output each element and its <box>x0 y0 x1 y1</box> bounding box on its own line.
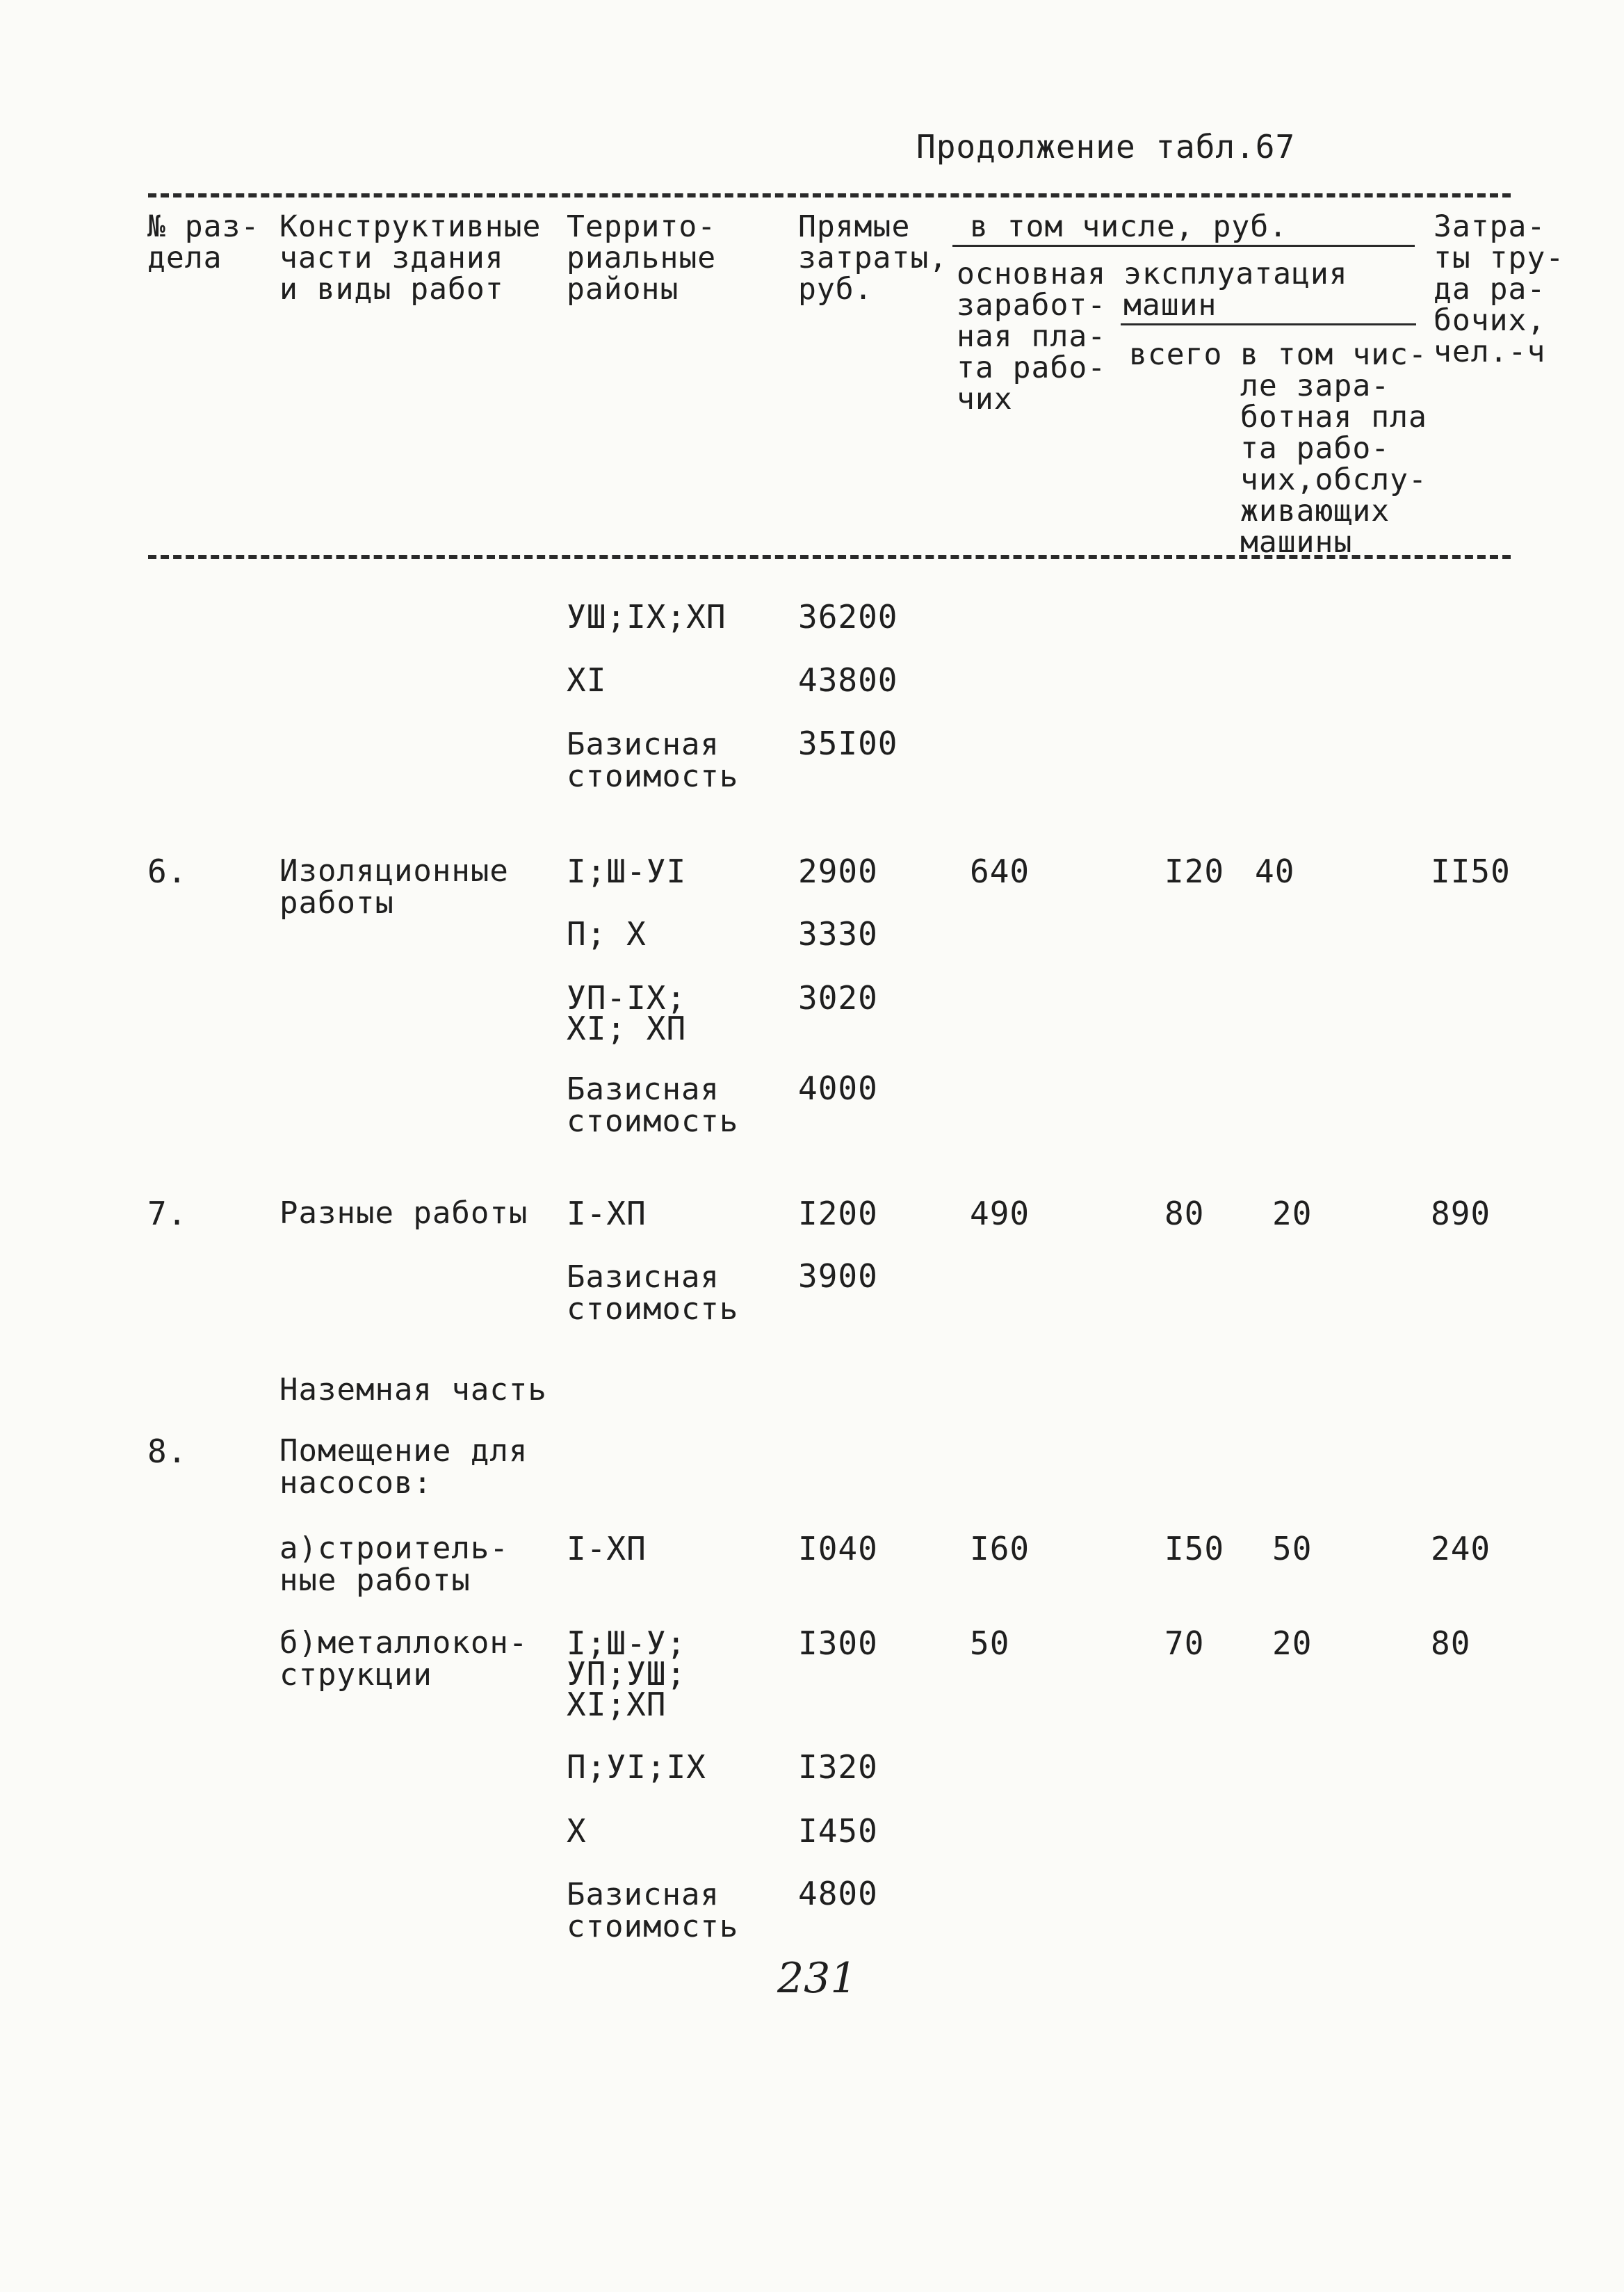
cell-machine-wages: 20 <box>1272 1624 1313 1662</box>
cell-district-l1: Базисная <box>567 1072 720 1107</box>
header-parts-l1: Конструктивные <box>279 209 542 244</box>
cell-district-l2: УП;УШ; <box>567 1655 687 1693</box>
cell-direct: 36200 <box>798 598 898 636</box>
cell-district-l2: стоимость <box>567 1291 739 1327</box>
header-machine-wages-l5: чих,обслу- <box>1240 462 1427 497</box>
header-direct-l2: затраты, <box>798 241 948 275</box>
header-operation-l2: машин <box>1123 288 1217 323</box>
header-wages-l2: заработ- <box>957 288 1107 323</box>
section-subheading: Наземная часть <box>279 1372 547 1407</box>
cell-machine-wages: 40 <box>1255 853 1295 890</box>
header-machine-wages-l6: живающих <box>1240 494 1390 528</box>
cell-direct: 35I00 <box>798 725 898 762</box>
cell-direct: 4800 <box>798 1875 878 1912</box>
header-including: в том числе, руб. <box>970 209 1288 244</box>
cell-machine-wages: 20 <box>1272 1195 1313 1232</box>
cell-parts-l1: Изоляционные <box>279 853 509 889</box>
cell-direct: I040 <box>798 1530 878 1567</box>
cell-district-l3: XI;XП <box>567 1686 667 1723</box>
cell-section: 7. <box>147 1195 188 1232</box>
cell-district-l2: стоимость <box>567 759 739 794</box>
header-total: всего <box>1129 337 1223 372</box>
cell-operation-total: 70 <box>1164 1624 1205 1662</box>
cell-wages: I60 <box>970 1530 1030 1567</box>
cell-district-l1: Базисная <box>567 1877 720 1912</box>
header-bottom-rule <box>148 555 1511 559</box>
cell-labor: 240 <box>1431 1530 1491 1567</box>
cell-direct: 4000 <box>798 1070 878 1107</box>
header-machine-wages-l3: ботная пла <box>1240 400 1427 435</box>
cell-operation-total: 80 <box>1164 1195 1205 1232</box>
cell-direct: 2900 <box>798 853 878 890</box>
header-wages-l5: чих <box>957 382 1013 417</box>
header-machine-wages-l4: та рабо- <box>1240 431 1390 466</box>
cell-parts: Разные работы <box>279 1195 528 1231</box>
table-caption: Продолжение табл.67 <box>916 128 1296 166</box>
page-number: 231 <box>777 1954 857 2003</box>
header-labor-l3: да ра- <box>1434 272 1546 307</box>
cell-district: П;УI;IX <box>567 1748 706 1786</box>
cell-district-l2: XI; XП <box>567 1010 687 1047</box>
header-direct-l1: Прямые <box>798 209 911 244</box>
cell-direct: I450 <box>798 1812 878 1850</box>
cell-operation-total: I50 <box>1164 1530 1225 1567</box>
header-including-underline <box>952 245 1415 247</box>
cell-direct: 43800 <box>798 661 898 699</box>
cell-parts-l1: Помещение для <box>279 1433 528 1469</box>
header-machine-wages-l2: ле зара- <box>1240 369 1390 403</box>
cell-parts-l2: насосов: <box>279 1465 432 1501</box>
cell-district: I;Ш-УI <box>567 853 687 890</box>
cell-wages: 640 <box>970 853 1030 890</box>
header-machine-wages-l7: машины <box>1240 525 1353 560</box>
cell-direct: 3900 <box>798 1257 878 1295</box>
header-section-l2: дела <box>147 241 222 275</box>
header-wages-l1: основная <box>957 257 1107 291</box>
cell-parts-l2: ные работы <box>279 1563 471 1598</box>
cell-parts-l1: б)металлокон- <box>279 1625 528 1661</box>
header-direct-l3: руб. <box>798 272 873 307</box>
cell-direct: I200 <box>798 1195 878 1232</box>
header-districts-l1: Террито- <box>567 209 717 244</box>
header-operation-underline <box>1121 323 1416 325</box>
cell-district-l1: Базисная <box>567 1259 720 1295</box>
cell-district: X <box>567 1812 587 1850</box>
cell-wages: 50 <box>970 1624 1010 1662</box>
cell-district-l2: стоимость <box>567 1104 739 1139</box>
header-wages-l4: та рабо- <box>957 350 1107 385</box>
cell-direct: I300 <box>798 1624 878 1662</box>
cell-district: П; X <box>567 915 647 953</box>
cell-district: УШ;IX;XП <box>567 598 726 636</box>
header-districts-l3: районы <box>567 272 679 307</box>
header-machine-wages-l1: в том чис- <box>1240 337 1427 372</box>
cell-section: 8. <box>147 1432 188 1470</box>
cell-parts-l2: струкции <box>279 1657 432 1693</box>
cell-operation-total: I20 <box>1164 853 1225 890</box>
cell-district: I-XП <box>567 1530 647 1567</box>
cell-parts-l2: работы <box>279 885 394 921</box>
header-section-l1: № раз- <box>147 209 260 244</box>
header-labor-l4: бочих, <box>1434 303 1546 338</box>
cell-machine-wages: 50 <box>1272 1530 1313 1567</box>
header-districts-l2: риальные <box>567 241 717 275</box>
cell-district-l1: Базисная <box>567 727 720 762</box>
header-labor-l1: Затра- <box>1434 209 1546 244</box>
header-wages-l3: ная пла- <box>957 319 1107 354</box>
cell-section: 6. <box>147 853 188 890</box>
cell-labor: 890 <box>1431 1195 1491 1232</box>
cell-labor: II50 <box>1431 853 1511 890</box>
cell-parts-l1: а)строитель- <box>279 1531 509 1566</box>
cell-labor: 80 <box>1431 1624 1471 1662</box>
cell-direct: 3330 <box>798 915 878 953</box>
cell-district: XI <box>567 661 607 699</box>
header-labor-l5: чел.-ч <box>1434 334 1546 369</box>
header-top-rule <box>148 193 1511 197</box>
cell-district-l2: стоимость <box>567 1909 739 1944</box>
header-labor-l2: ты тру- <box>1434 241 1565 275</box>
cell-wages: 490 <box>970 1195 1030 1232</box>
cell-district: I-XП <box>567 1195 647 1232</box>
cell-direct: 3020 <box>798 979 878 1017</box>
header-operation-l1: эксплуатация <box>1123 257 1348 291</box>
cell-direct: I320 <box>798 1748 878 1786</box>
cell-district-l1: I;Ш-У; <box>567 1624 687 1662</box>
header-parts-l3: и виды работ <box>279 272 504 307</box>
header-parts-l2: части здания <box>279 241 504 275</box>
cell-district-l1: УП-IX; <box>567 979 687 1017</box>
